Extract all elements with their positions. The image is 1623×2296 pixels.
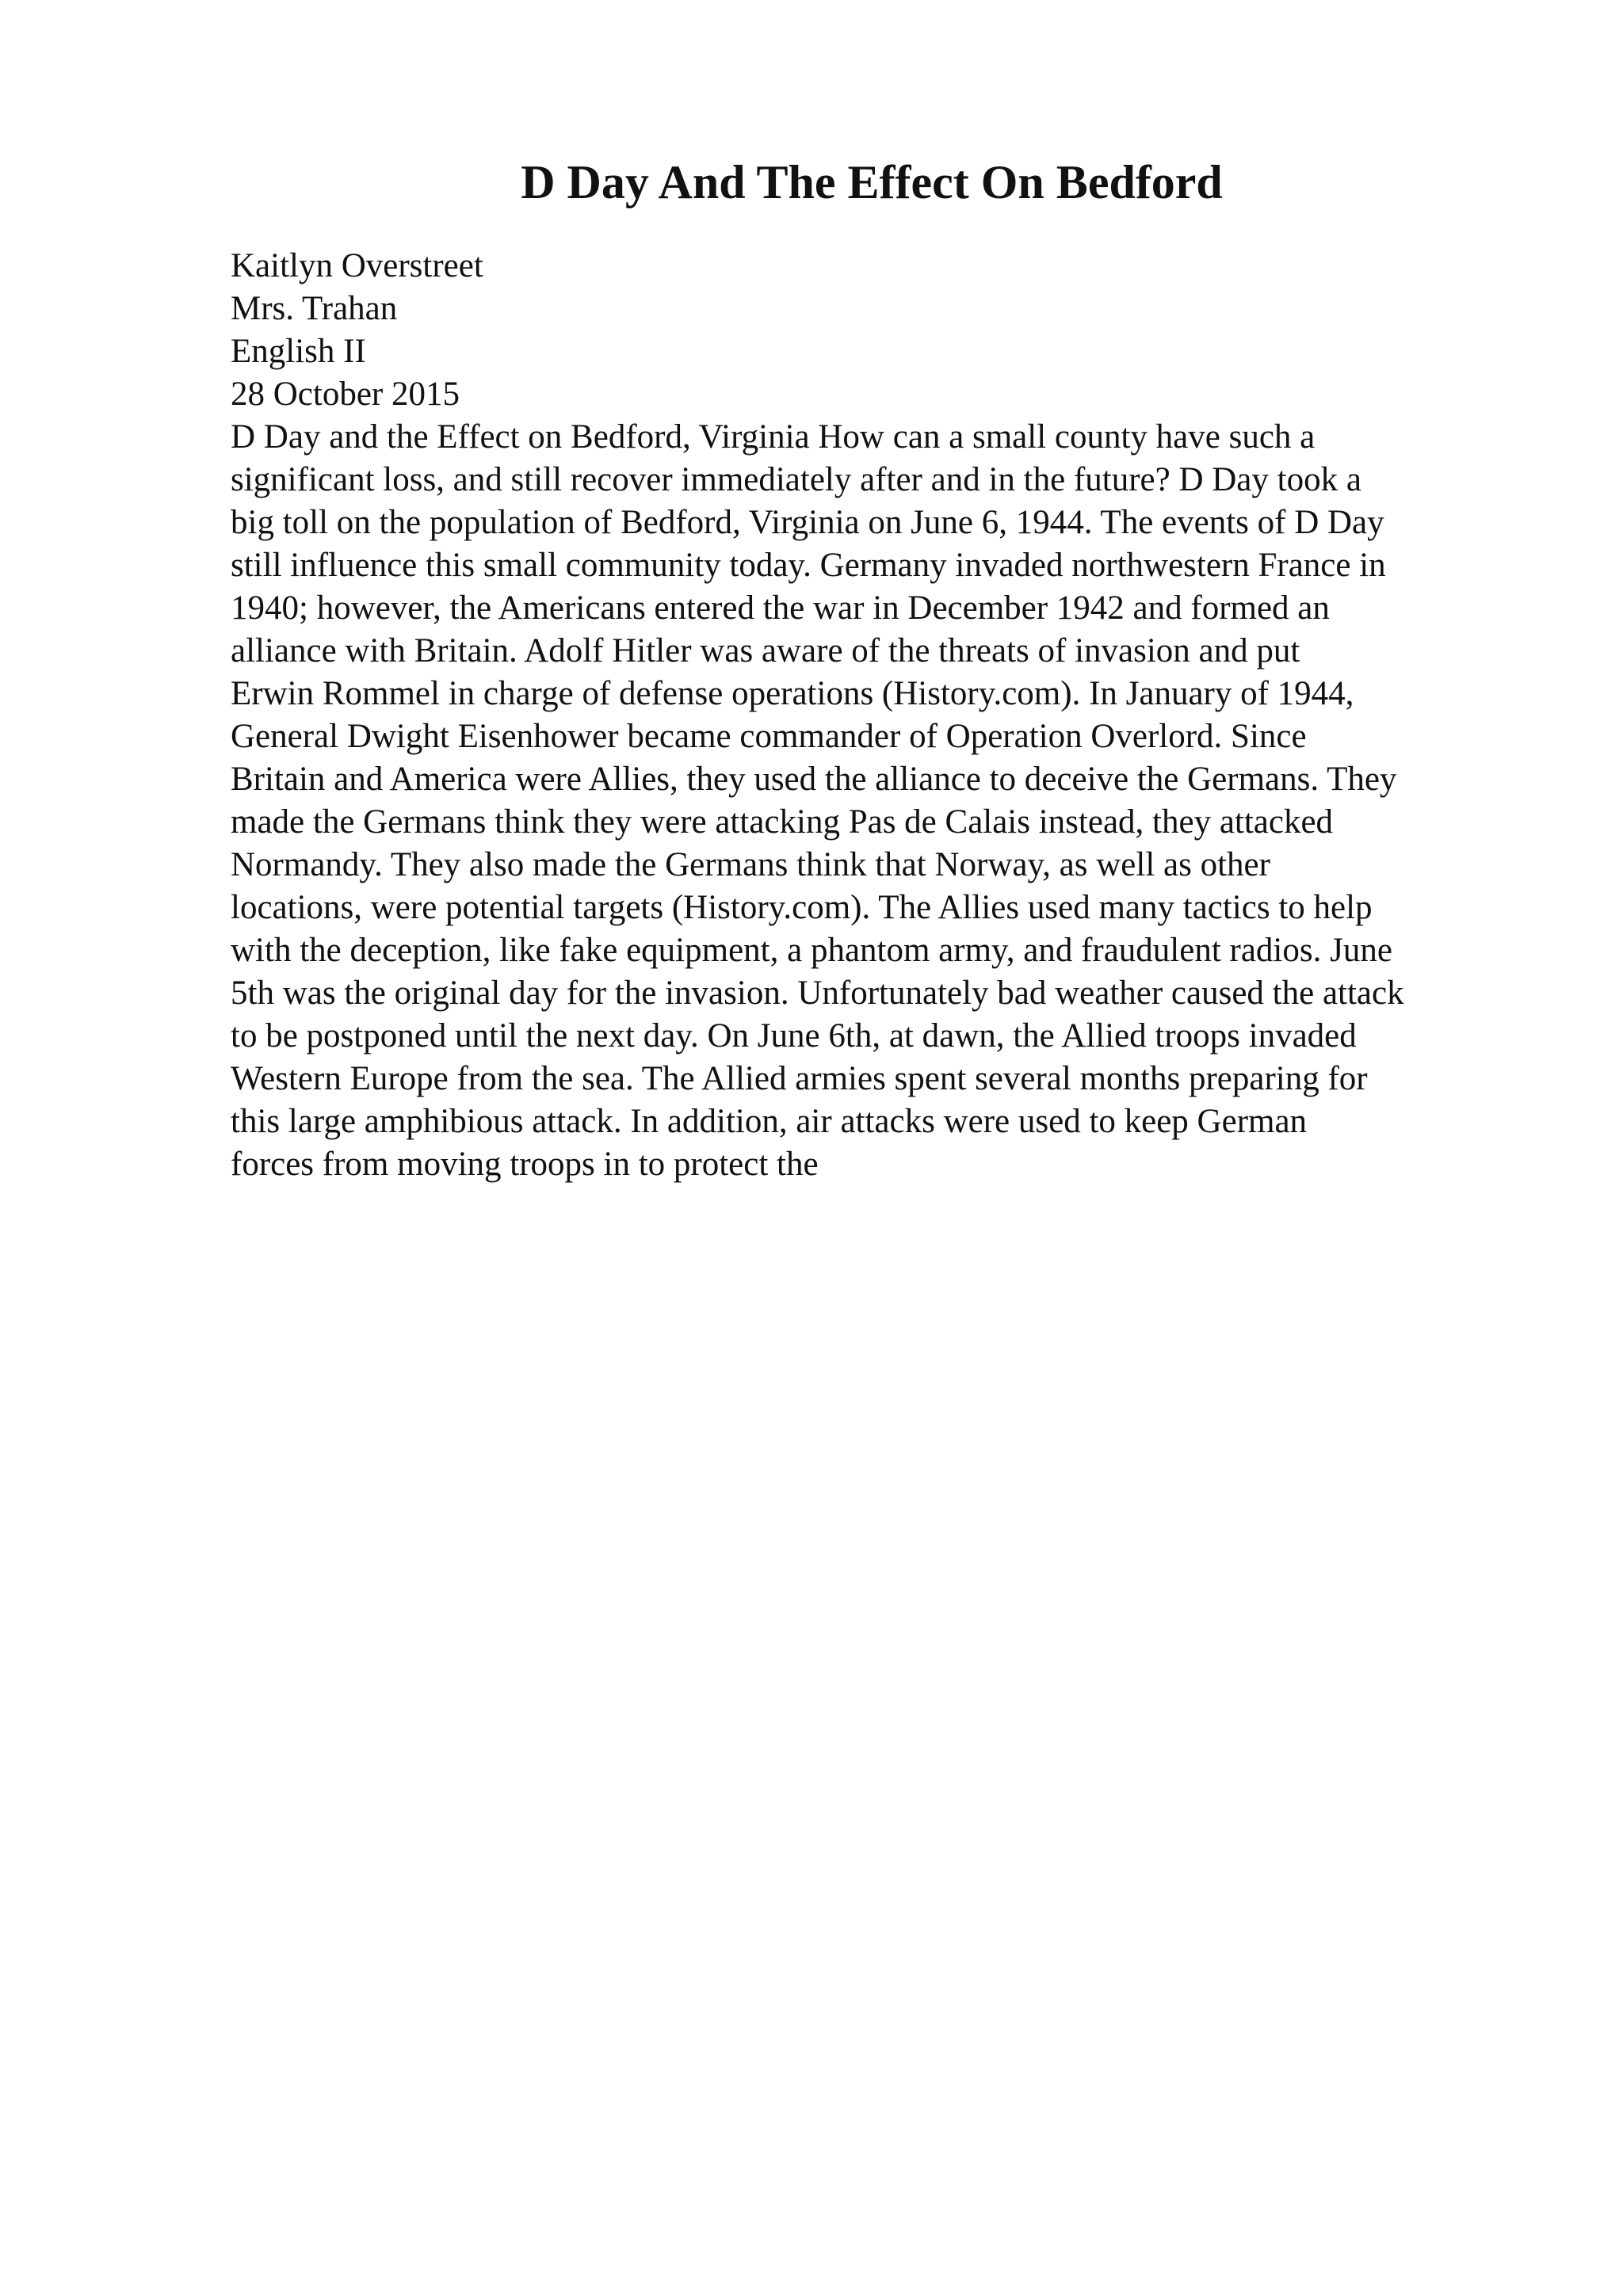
body-line: Western Europe from the sea. The Allied armies spent several months preparing for [231, 1060, 1368, 1097]
body-line: still influence this small community today. Germany invaded northwestern France in [231, 547, 1386, 584]
body-line: Britain and America were Allies, they used the alliance to deceive the Germans. They [231, 761, 1397, 798]
document-title: D Day And The Effect On Bedford [521, 156, 1223, 208]
body-line: 5th was the original day for the invasion. Unfortunately bad weather caused the attack [231, 974, 1404, 1012]
teacher-name: Mrs. Trahan [231, 290, 398, 327]
body-line: to be postponed until the next day. On June 6th, at dawn, the Allied troops invaded [231, 1017, 1357, 1055]
body-line: Erwin Rommel in charge of defense operations (History.com). In January of 1944, [231, 675, 1354, 712]
document-date: 28 October 2015 [231, 376, 460, 413]
course-name: English II [231, 333, 366, 370]
body-line: significant loss, and still recover immediately after and in the future? D Day took a [231, 461, 1361, 498]
body-line: General Dwight Eisenhower became commander of Operation Overlord. Since [231, 718, 1307, 755]
body-line: alliance with Britain. Adolf Hitler was aware of the threats of invasion and put [231, 632, 1300, 669]
author-name: Kaitlyn Overstreet [231, 247, 483, 284]
body-line: 1940; however, the Americans entered the war in December 1942 and formed an [231, 589, 1330, 627]
body-line: D Day and the Effect on Bedford, Virginia How can a small county have such a [231, 418, 1316, 456]
document-body [231, 245, 1514, 1186]
body-line: made the Germans think they were attacking Pas de Calais instead, they attacked [231, 803, 1334, 841]
body-line: this large amphibious attack. In addition, air attacks were used to keep German [231, 1103, 1308, 1140]
body-line: Normandy. They also made the Germans think that Norway, as well as other [231, 846, 1270, 883]
body-line: with the deception, like fake equipment, a phantom army, and fraudulent radios. June [231, 932, 1392, 969]
body-line: forces from moving troops in to protect the [231, 1146, 819, 1183]
body-line: big toll on the population of Bedford, Virginia on June 6, 1944. The events of D Day [231, 504, 1384, 541]
body-line: locations, were potential targets (History.com). The Allies used many tactics to help [231, 889, 1373, 926]
